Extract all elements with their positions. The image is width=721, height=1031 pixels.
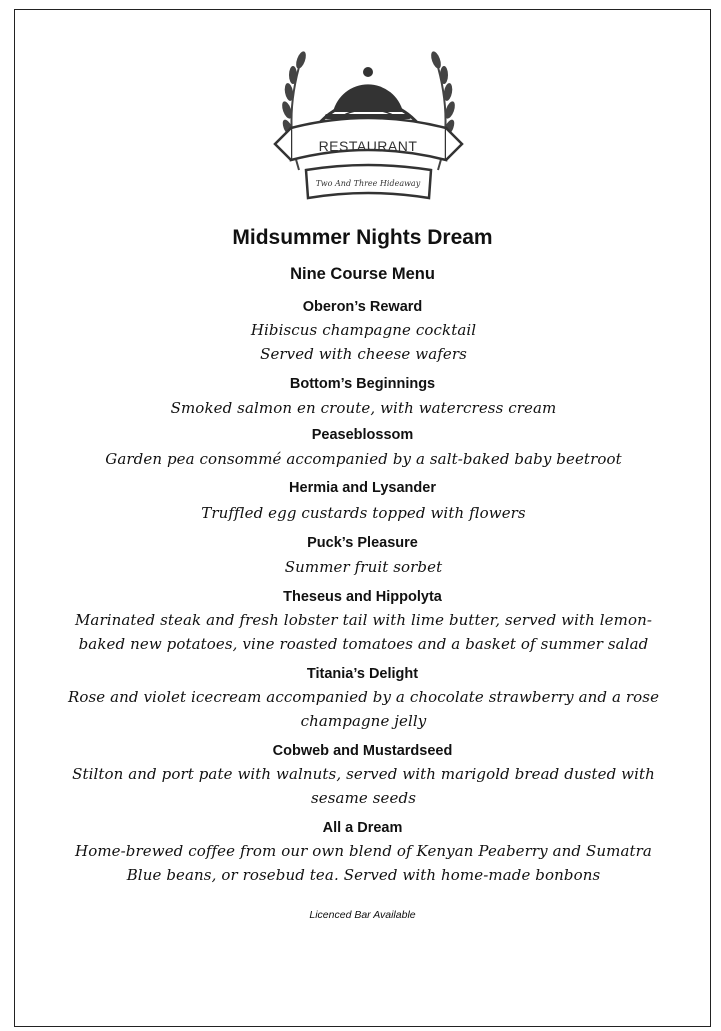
footer-note: Licenced Bar Available [309,909,416,921]
course-desc: Smoked salmon en croute, with watercress cream [170,399,557,417]
course-desc: Summer fruit sorbet [284,558,443,576]
course-desc: Truffled egg custards topped with flowers [201,504,526,522]
course-desc: Garden pea consommé accompanied by a salt-baked baby beetroot [105,450,622,468]
course-desc: baked new potatoes, vine roasted tomatoes and a basket of summer salad [78,635,649,653]
menu-page [14,9,711,1027]
course-name: Puck’s Pleasure [307,535,418,551]
course-desc: sesame seeds [310,789,417,807]
course-name: Oberon’s Reward [302,299,423,315]
cloche-icon [325,67,411,119]
course-name: Hermia and Lysander [289,480,436,496]
course-name: Titania’s Delight [306,666,419,682]
course-name: All a Dream [322,820,403,836]
course-desc: Marinated steak and fresh lobster tail with lime butter, served with lemon- [74,611,653,629]
menu-title: Midsummer Nights Dream [232,226,493,249]
course-name: Peaseblossom [311,427,414,443]
restaurant-logo [261,20,476,205]
menu-subtitle: Nine Course Menu [290,265,435,283]
course-name: Theseus and Hippolyta [283,589,442,605]
course-desc: Stilton and port pate with walnuts, served with marigold bread dusted with [72,765,655,783]
course-desc: Home-brewed coffee from our own blend of Kenyan Peaberry and Sumatra [75,842,652,860]
course-desc: Rose and violet icecream accompanied by a chocolate strawberry and a rose [67,688,660,706]
course-desc: Served with cheese wafers [260,345,467,363]
course-name: Cobweb and Mustardseed [272,743,453,759]
logo-tagline: Two And Three Hideaway [315,179,421,188]
logo-word: RESTAURANT [318,138,418,154]
course-desc: Blue beans, or rosebud tea. Served with home-made bonbons [126,866,601,884]
course-name: Bottom’s Beginnings [289,376,436,392]
course-desc: Hibiscus champagne cocktail [250,321,477,339]
course-desc: champagne jelly [300,712,427,730]
